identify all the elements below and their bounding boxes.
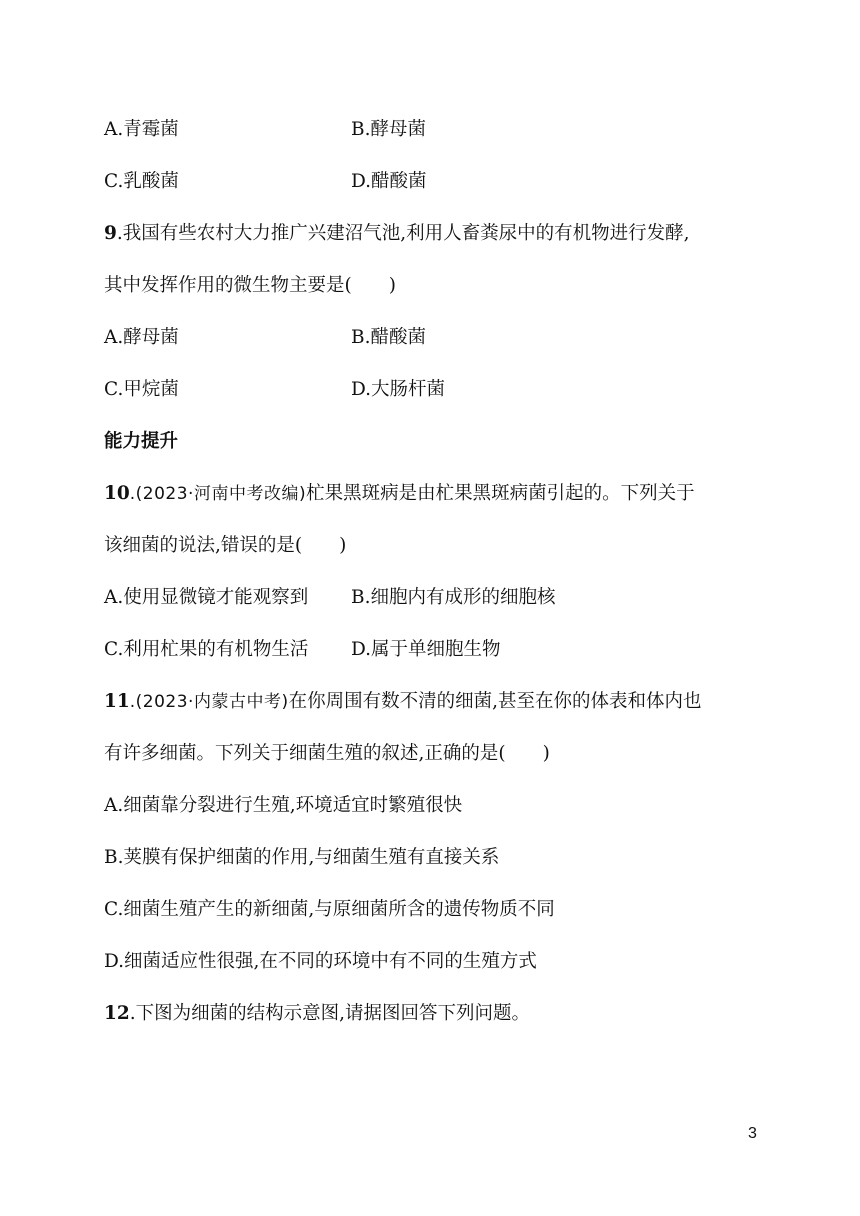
q8-options-row-1 [104,117,426,143]
q11-stem-text-2: 有许多细菌。下列关于细菌生殖的叙述,正确的是( ) [104,743,550,764]
q9-option-b: B.醋酸菌 [351,327,426,348]
q9-option-d: D.大肠杆菌 [351,379,446,400]
q10-stem-line-1 [104,481,695,507]
q8-option-b: B.酵母菌 [351,119,426,140]
q10-option-c: C.利用杧果的有机物生活 [104,639,309,660]
q11-option-d: D.细菌适应性很强,在不同的环境中有不同的生殖方式 [104,951,537,972]
q10-options-row-2 [104,637,501,663]
q10-number: 10 [104,483,130,504]
q12-stem-text: .下图为细菌的结构示意图,请据图回答下列问题。 [129,1003,531,1024]
q10-stem-text-2: 该细菌的说法,错误的是( ) [104,535,347,556]
q10-source: .(2023·河南中考改编) [129,484,307,504]
q10-option-a: A.使用显微镜才能观察到 [104,587,309,608]
q8-option-c: C.乳酸菌 [104,171,179,192]
q11-option-a: A.细菌靠分裂进行生殖,环境适宜时繁殖很快 [104,795,463,816]
q9-options-row-1 [104,325,426,351]
q8-options-row-2 [104,169,427,195]
q11-option-c: C.细菌生殖产生的新细菌,与原细菌所含的遗传物质不同 [104,899,555,920]
q9-stem-line-2 [104,273,396,299]
q9-option-c: C.甲烷菌 [104,379,179,400]
q11-number: 11 [104,691,130,712]
q11-source: .(2023·内蒙古中考) [129,692,289,712]
q9-option-a: A.酵母菌 [104,327,179,348]
q9-options-row-2 [104,377,446,403]
q9-stem-text-1: .我国有些农村大力推广兴建沼气池,利用人畜粪尿中的有机物进行发酵, [116,223,690,244]
q9-stem-text-2: 其中发挥作用的微生物主要是( ) [104,275,396,296]
q9-number: 9 [104,223,117,244]
q10-stem-line-2 [104,533,346,559]
q11-stem-line-1 [104,689,701,715]
q8-option-a: A.青霉菌 [104,119,179,140]
q10-stem-text-1: 杧果黑斑病是由杧果黑斑病菌引起的。下列关于 [306,483,695,504]
q12-number: 12 [104,1003,130,1024]
q8-option-d: D.醋酸菌 [351,171,427,192]
q11-option-b: B.荚膜有保护细菌的作用,与细菌生殖有直接关系 [104,847,500,868]
q10-option-b: B.细胞内有成形的细胞核 [351,587,556,608]
q11-stem-text-1: 在你周围有数不清的细菌,甚至在你的体表和体内也 [288,691,702,712]
q10-option-d: D.属于单细胞生物 [351,639,501,660]
page-number: 3 [748,1125,757,1142]
q12-stem-line [104,1001,530,1027]
q10-options-row-1 [104,585,556,611]
q9-stem-line-1 [104,221,690,247]
q11-stem-line-2 [104,741,550,767]
section-title: 能力提升 [104,431,179,452]
